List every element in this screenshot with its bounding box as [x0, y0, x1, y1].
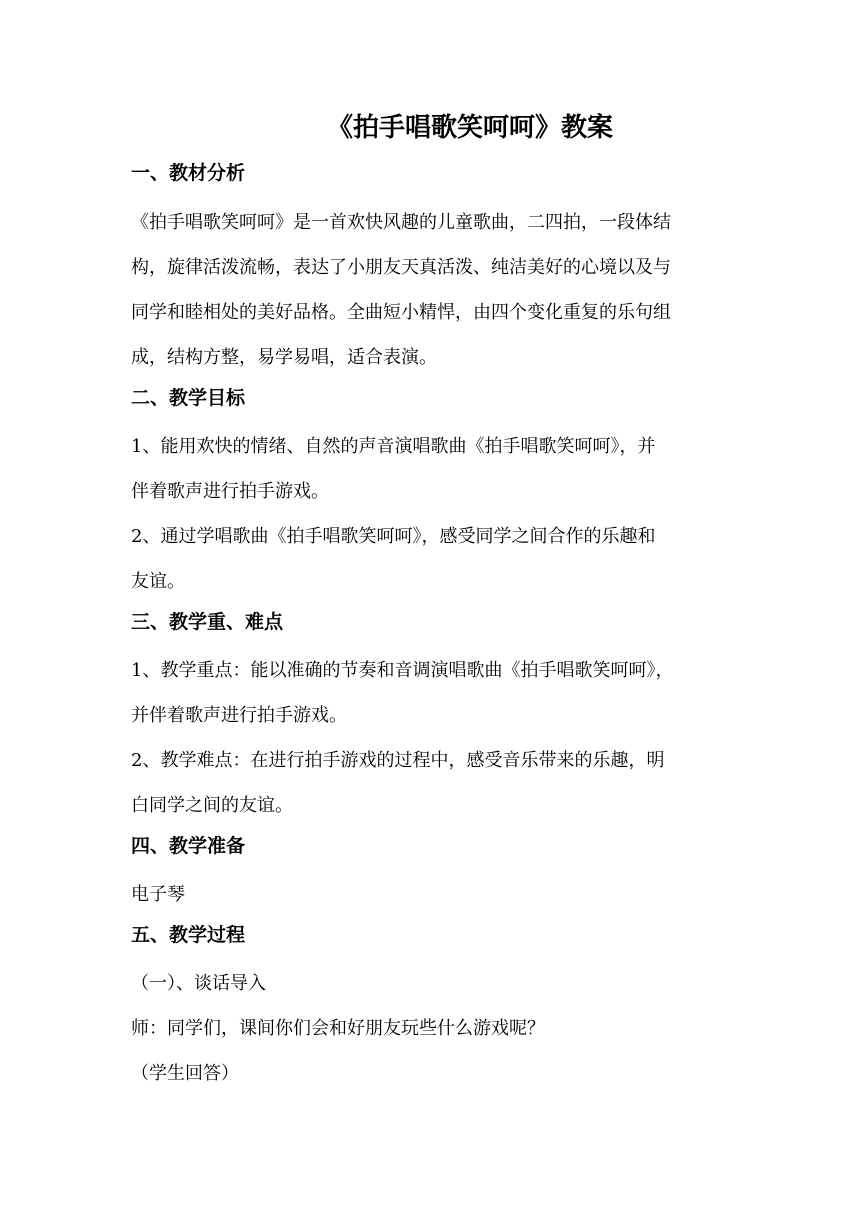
paragraph-student-answer: [131, 1051, 731, 1096]
text-line: （一）、谈话导入: [131, 973, 266, 994]
text-line: 并伴着歌声进行拍手游戏。: [131, 705, 347, 726]
section-heading-key-difficult-points: 三、教学重、难点: [131, 611, 284, 633]
text-line: 成，结构方整，易学易唱，适合表演。: [131, 347, 437, 368]
text-line: 1、教学重点：能以准确的节奏和音调演唱歌曲《拍手唱歌笑呵呵》，: [131, 660, 674, 681]
paragraph-materials-analysis: [131, 200, 731, 380]
paragraph-teacher-question: [131, 1006, 731, 1051]
text-line: （学生回答）: [131, 1063, 239, 1084]
text-line: 2、通过学唱歌曲《拍手唱歌笑呵呵》，感受同学之间合作的乐趣和: [131, 526, 656, 547]
text-line: 《拍手唱歌笑呵呵》是一首欢快风趣的儿童歌曲，二四拍，一段体结: [131, 212, 671, 233]
text-line: 白同学之间的友谊。: [131, 795, 293, 816]
paragraph-difficult-point: [131, 738, 731, 828]
text-line: 2、教学难点：在进行拍手游戏的过程中，感受音乐带来的乐趣，明: [131, 750, 665, 771]
text-line: 电子琴: [131, 884, 185, 905]
paragraph-goal-1: [131, 424, 731, 514]
text-line: 构，旋律活泼流畅，表达了小朋友天真活泼、纯洁美好的心境以及与: [131, 257, 671, 278]
paragraph-intro-subheading: [131, 961, 731, 1006]
text-line: 伴着歌声进行拍手游戏。: [131, 481, 329, 502]
section-heading-teaching-process: 五、教学过程: [131, 924, 246, 946]
text-line: 友谊。: [131, 571, 185, 592]
text-line: 同学和睦相处的美好品格。全曲短小精悍，由四个变化重复的乐句组: [131, 302, 671, 323]
document-body: [131, 155, 731, 1096]
paragraph-key-point: [131, 648, 731, 738]
paragraph-preparation: [131, 872, 731, 917]
section-heading-teaching-goals: 二、教学目标: [131, 387, 246, 409]
paragraph-goal-2: [131, 514, 731, 604]
text-line: 1、能用欢快的情绪、自然的声音演唱歌曲《拍手唱歌笑呵呵》，并: [131, 436, 656, 457]
section-heading-preparation: 四、教学准备: [131, 835, 246, 857]
document-title: 《拍手唱歌笑呵呵》教案: [326, 113, 613, 143]
text-line: 师：同学们，课间你们会和好朋友玩些什么游戏呢？: [131, 1018, 545, 1039]
section-heading-materials-analysis: 一、教材分析: [131, 162, 246, 184]
